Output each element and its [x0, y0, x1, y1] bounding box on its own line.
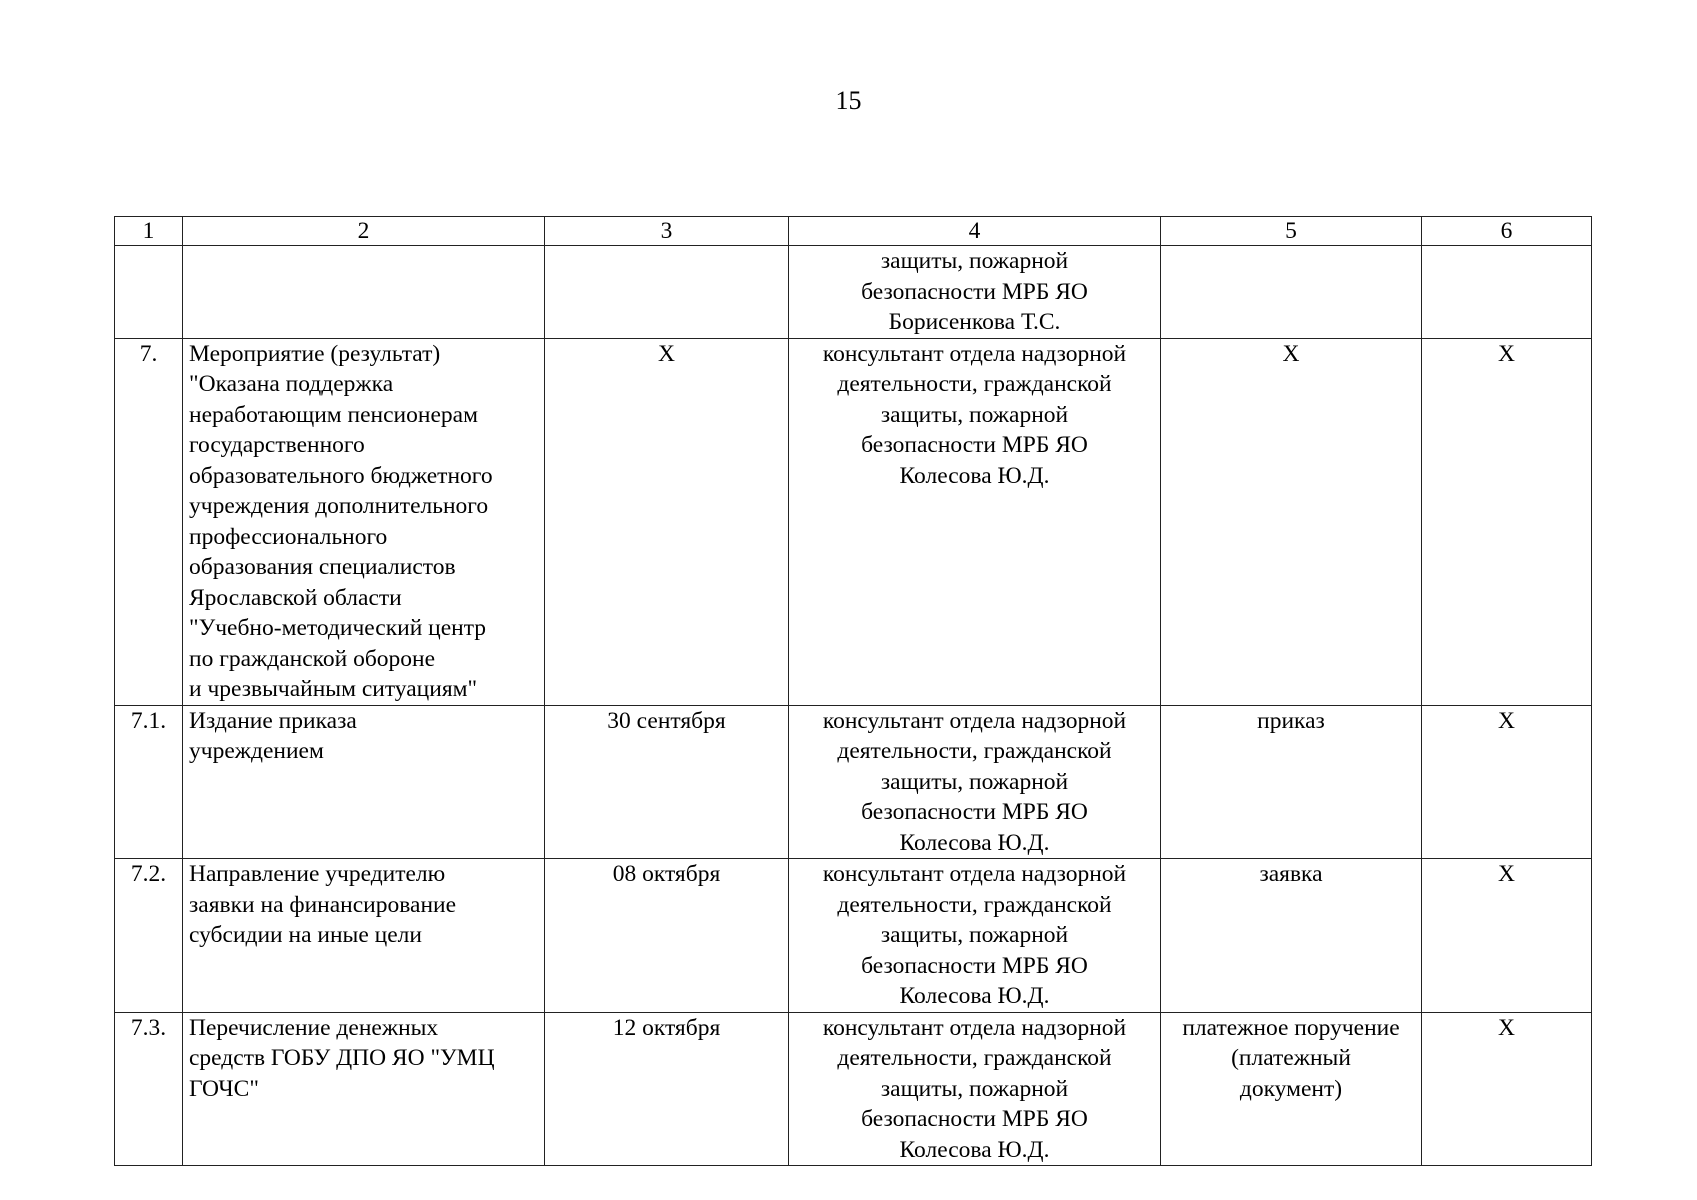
row-number-cell: 7.3.: [115, 1012, 183, 1166]
term-cell: [545, 246, 789, 339]
row-number-cell: 7.1.: [115, 705, 183, 859]
table-header-row: [115, 217, 1592, 246]
column-header-1: 1: [115, 217, 183, 246]
document-cell: заявка: [1161, 859, 1422, 1013]
plan-table: [114, 216, 1592, 1166]
responsible-cell: консультант отдела надзорной деятельности, гражданской защиты, пожарной безопасности МРБ ЯО Колесова Ю.Д.: [789, 705, 1161, 859]
document-cell: платежное поручение (платежный документ): [1161, 1012, 1422, 1166]
responsible-cell: консультант отдела надзорной деятельности, гражданской защиты, пожарной безопасности МРБ ЯО Колесова Ю.Д.: [789, 338, 1161, 705]
extra-cell: [1422, 246, 1592, 339]
activity-name-cell: Мероприятие (результат) "Оказана поддержка неработающим пенсионерам государственного образовательного бюджетного учреждения дополнительного профессионального образования специалистов Ярославской области "Учебно-методический центр по гражданской обороне и чрезвычайным ситуациям": [183, 338, 545, 705]
column-header-6: 6: [1422, 217, 1592, 246]
responsible-cell: защиты, пожарной безопасности МРБ ЯО Борисенкова Т.С.: [789, 246, 1161, 339]
activity-name-cell: Издание приказа учреждением: [183, 705, 545, 859]
table-row-7: [115, 338, 1592, 705]
column-header-4: 4: [789, 217, 1161, 246]
document-cell: приказ: [1161, 705, 1422, 859]
extra-cell: X: [1422, 338, 1592, 705]
term-cell: 30 сентября: [545, 705, 789, 859]
activity-name-cell: [183, 246, 545, 339]
row-number-cell: 7.2.: [115, 859, 183, 1013]
table-row-7-3: [115, 1012, 1592, 1166]
extra-cell: X: [1422, 1012, 1592, 1166]
activity-name-cell: Направление учредителю заявки на финансирование субсидии на иные цели: [183, 859, 545, 1013]
row-number-cell: 7.: [115, 338, 183, 705]
row-number-cell: [115, 246, 183, 339]
table-row-continuation: [115, 246, 1592, 339]
term-cell: X: [545, 338, 789, 705]
responsible-cell: консультант отдела надзорной деятельности, гражданской защиты, пожарной безопасности МРБ ЯО Колесова Ю.Д.: [789, 1012, 1161, 1166]
column-header-2: 2: [183, 217, 545, 246]
table-row-7-2: [115, 859, 1592, 1013]
document-cell: [1161, 246, 1422, 339]
term-cell: 12 октября: [545, 1012, 789, 1166]
extra-cell: X: [1422, 705, 1592, 859]
document-cell: X: [1161, 338, 1422, 705]
term-cell: 08 октября: [545, 859, 789, 1013]
extra-cell: X: [1422, 859, 1592, 1013]
activity-name-cell: Перечисление денежных средств ГОБУ ДПО ЯО "УМЦ ГОЧС": [183, 1012, 545, 1166]
responsible-cell: консультант отдела надзорной деятельности, гражданской защиты, пожарной безопасности МРБ ЯО Колесова Ю.Д.: [789, 859, 1161, 1013]
column-header-3: 3: [545, 217, 789, 246]
column-header-5: 5: [1161, 217, 1422, 246]
table-row-7-1: [115, 705, 1592, 859]
page-number: 15: [835, 86, 862, 115]
